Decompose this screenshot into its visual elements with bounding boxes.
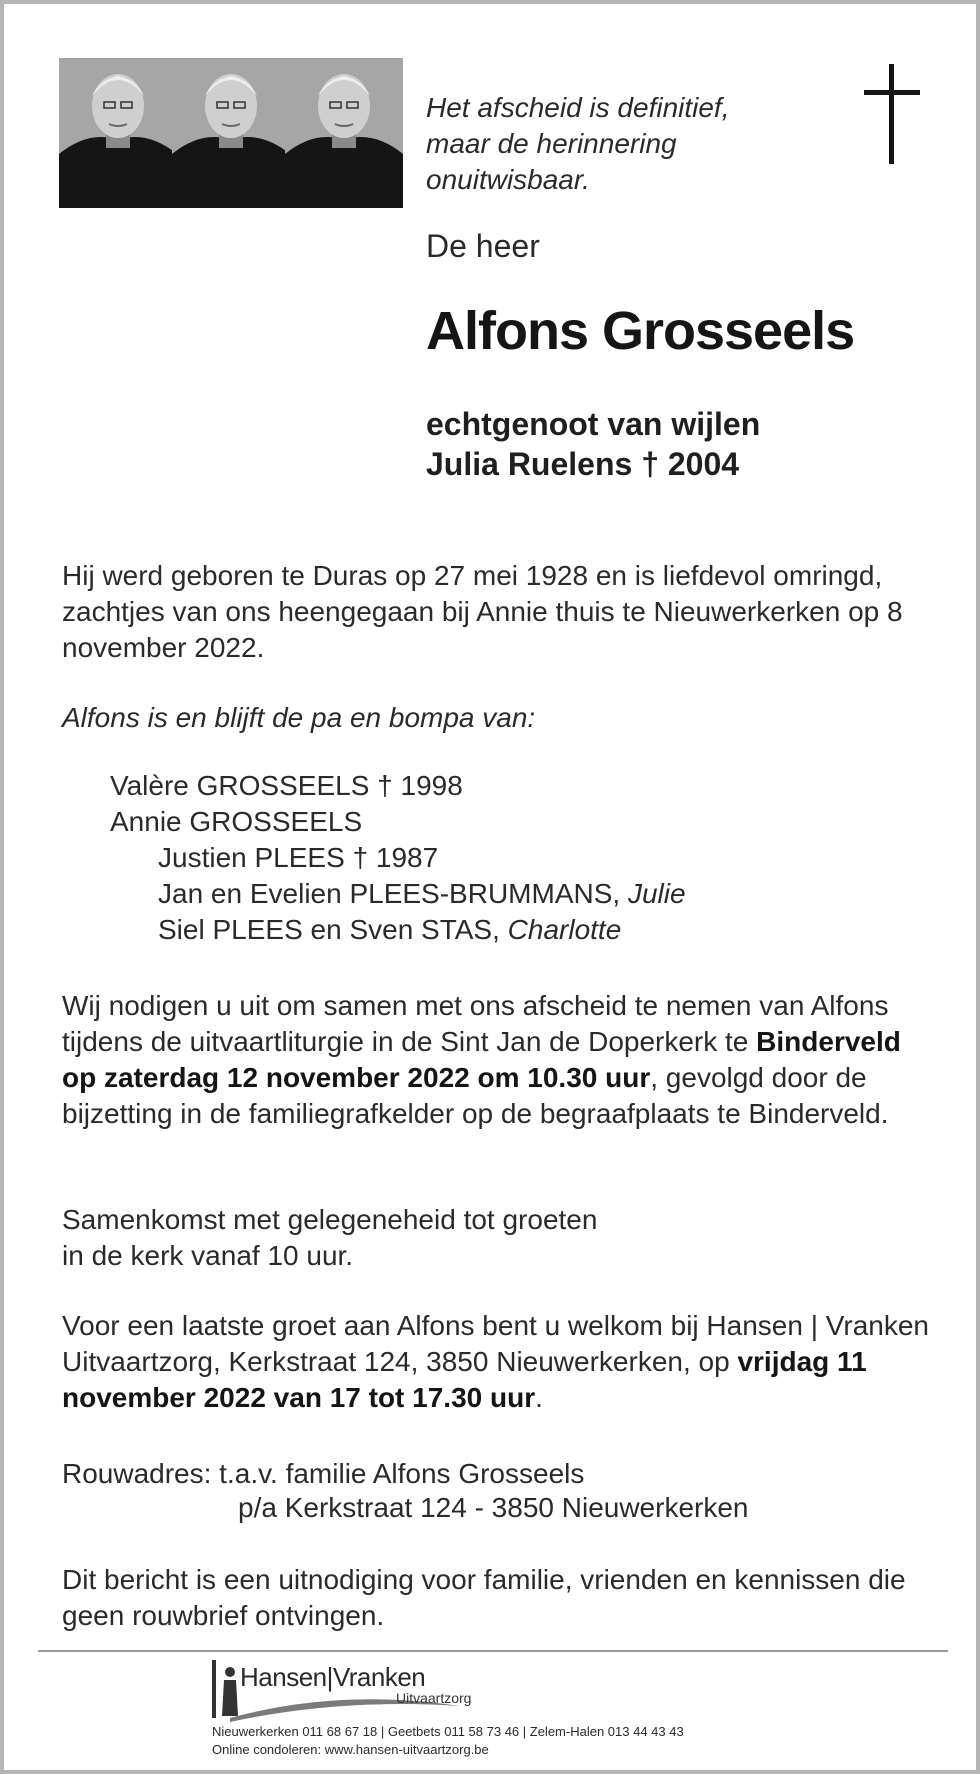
memorial-quote	[426, 90, 730, 198]
family-member	[110, 806, 362, 838]
grandchild-name: Charlotte	[507, 914, 622, 945]
birth-death-paragraph: Hij werd geboren te Duras op 27 mei 1928 en is liefdevol omringd, zachtjes van ons heengegaan bij Annie thuis te Nieuwerkerken op 8 november 2022.	[62, 560, 903, 663]
member-name: Valère GROSSEELS † 1998	[110, 770, 463, 801]
spouse-line: Julia Ruelens † 2004	[426, 446, 740, 482]
funeral-invitation	[62, 988, 942, 1132]
family-member	[158, 842, 438, 874]
member-name: Jan en Evelien PLEES-BRUMMANS,	[158, 878, 628, 909]
member-name: Siel PLEES en Sven STAS,	[158, 914, 508, 945]
portrait-photo	[285, 58, 403, 208]
invite-text: , gevolgd door de bijzetting in de familiegrafkelder op de begraafplaats te Binderveld.	[62, 1062, 889, 1129]
funeral-datetime: Binderveld op zaterdag 12 november 2022 om 10.30 uur	[62, 1026, 901, 1093]
funeral-home-name: Hansen|Vranken	[240, 1662, 426, 1692]
portrait-photos	[59, 58, 403, 208]
visitation-datetime: vrijdag 11 november 2022 van 17 tot 17.30 uur	[62, 1346, 867, 1413]
family-member	[158, 914, 621, 946]
deceased-name: Alfons Grosseels	[426, 301, 855, 361]
footer-divider	[38, 1650, 948, 1652]
mourning-address-line: p/a Kerkstraat 124 - 3850 Nieuwerkerken	[238, 1492, 749, 1523]
quote-line: onuitwisbaar.	[426, 164, 590, 195]
family-member	[110, 770, 463, 802]
visitation-info	[62, 1308, 942, 1416]
quote-line: Het afscheid is definitief,	[426, 92, 730, 123]
spouse-info	[426, 404, 760, 484]
member-name: Annie GROSSEELS	[110, 806, 363, 837]
gathering-info	[62, 1202, 597, 1274]
gathering-line: in de kerk vanaf 10 uur.	[62, 1240, 354, 1271]
family-member	[158, 878, 686, 910]
member-name: Justien PLEES † 1987	[158, 842, 439, 873]
gathering-line: Samenkomst met gelegeneheid tot groeten	[62, 1204, 598, 1235]
mourning-address: Rouwadres: t.a.v. familie Alfons Grosseels	[62, 1458, 585, 1489]
honorific: De heer	[426, 228, 540, 264]
cross-icon	[864, 64, 920, 164]
grandchild-name: Julie	[627, 878, 686, 909]
portrait-photo	[172, 58, 290, 208]
notice-text: Dit bericht is een uitnodiging voor familie, vrienden en kennissen die geen rouwbrief ontvingen.	[62, 1564, 906, 1631]
online-condolence: Online condoleren: www.hansen-uitvaartzorg.be	[212, 1742, 489, 1757]
funeral-home-subtitle: Uitvaartzorg	[396, 1690, 472, 1706]
family-lead: Alfons is en blijft de pa en bompa van:	[62, 702, 536, 733]
spouse-line: echtgenoot van wijlen	[426, 406, 761, 442]
portrait-photo	[59, 58, 177, 208]
invite-text: Wij nodigen u uit om samen met ons afscheid te nemen van Alfons tijdens de uitvaartliturgie in de Sint Jan de Doperkerk te	[62, 990, 889, 1057]
contact-phones: Nieuwerkerken 011 68 67 18 | Geetbets 011 58 73 46 | Zelem-Halen 013 44 43 43	[212, 1724, 684, 1739]
quote-line: maar de herinnering	[426, 128, 677, 159]
visit-text: .	[535, 1382, 543, 1413]
visit-text: Voor een laatste groet aan Alfons bent u welkom bij Hansen | Vranken Uitvaartzorg, Kerkstraat 124, 3850 Nieuwerkerken, op	[62, 1310, 930, 1377]
